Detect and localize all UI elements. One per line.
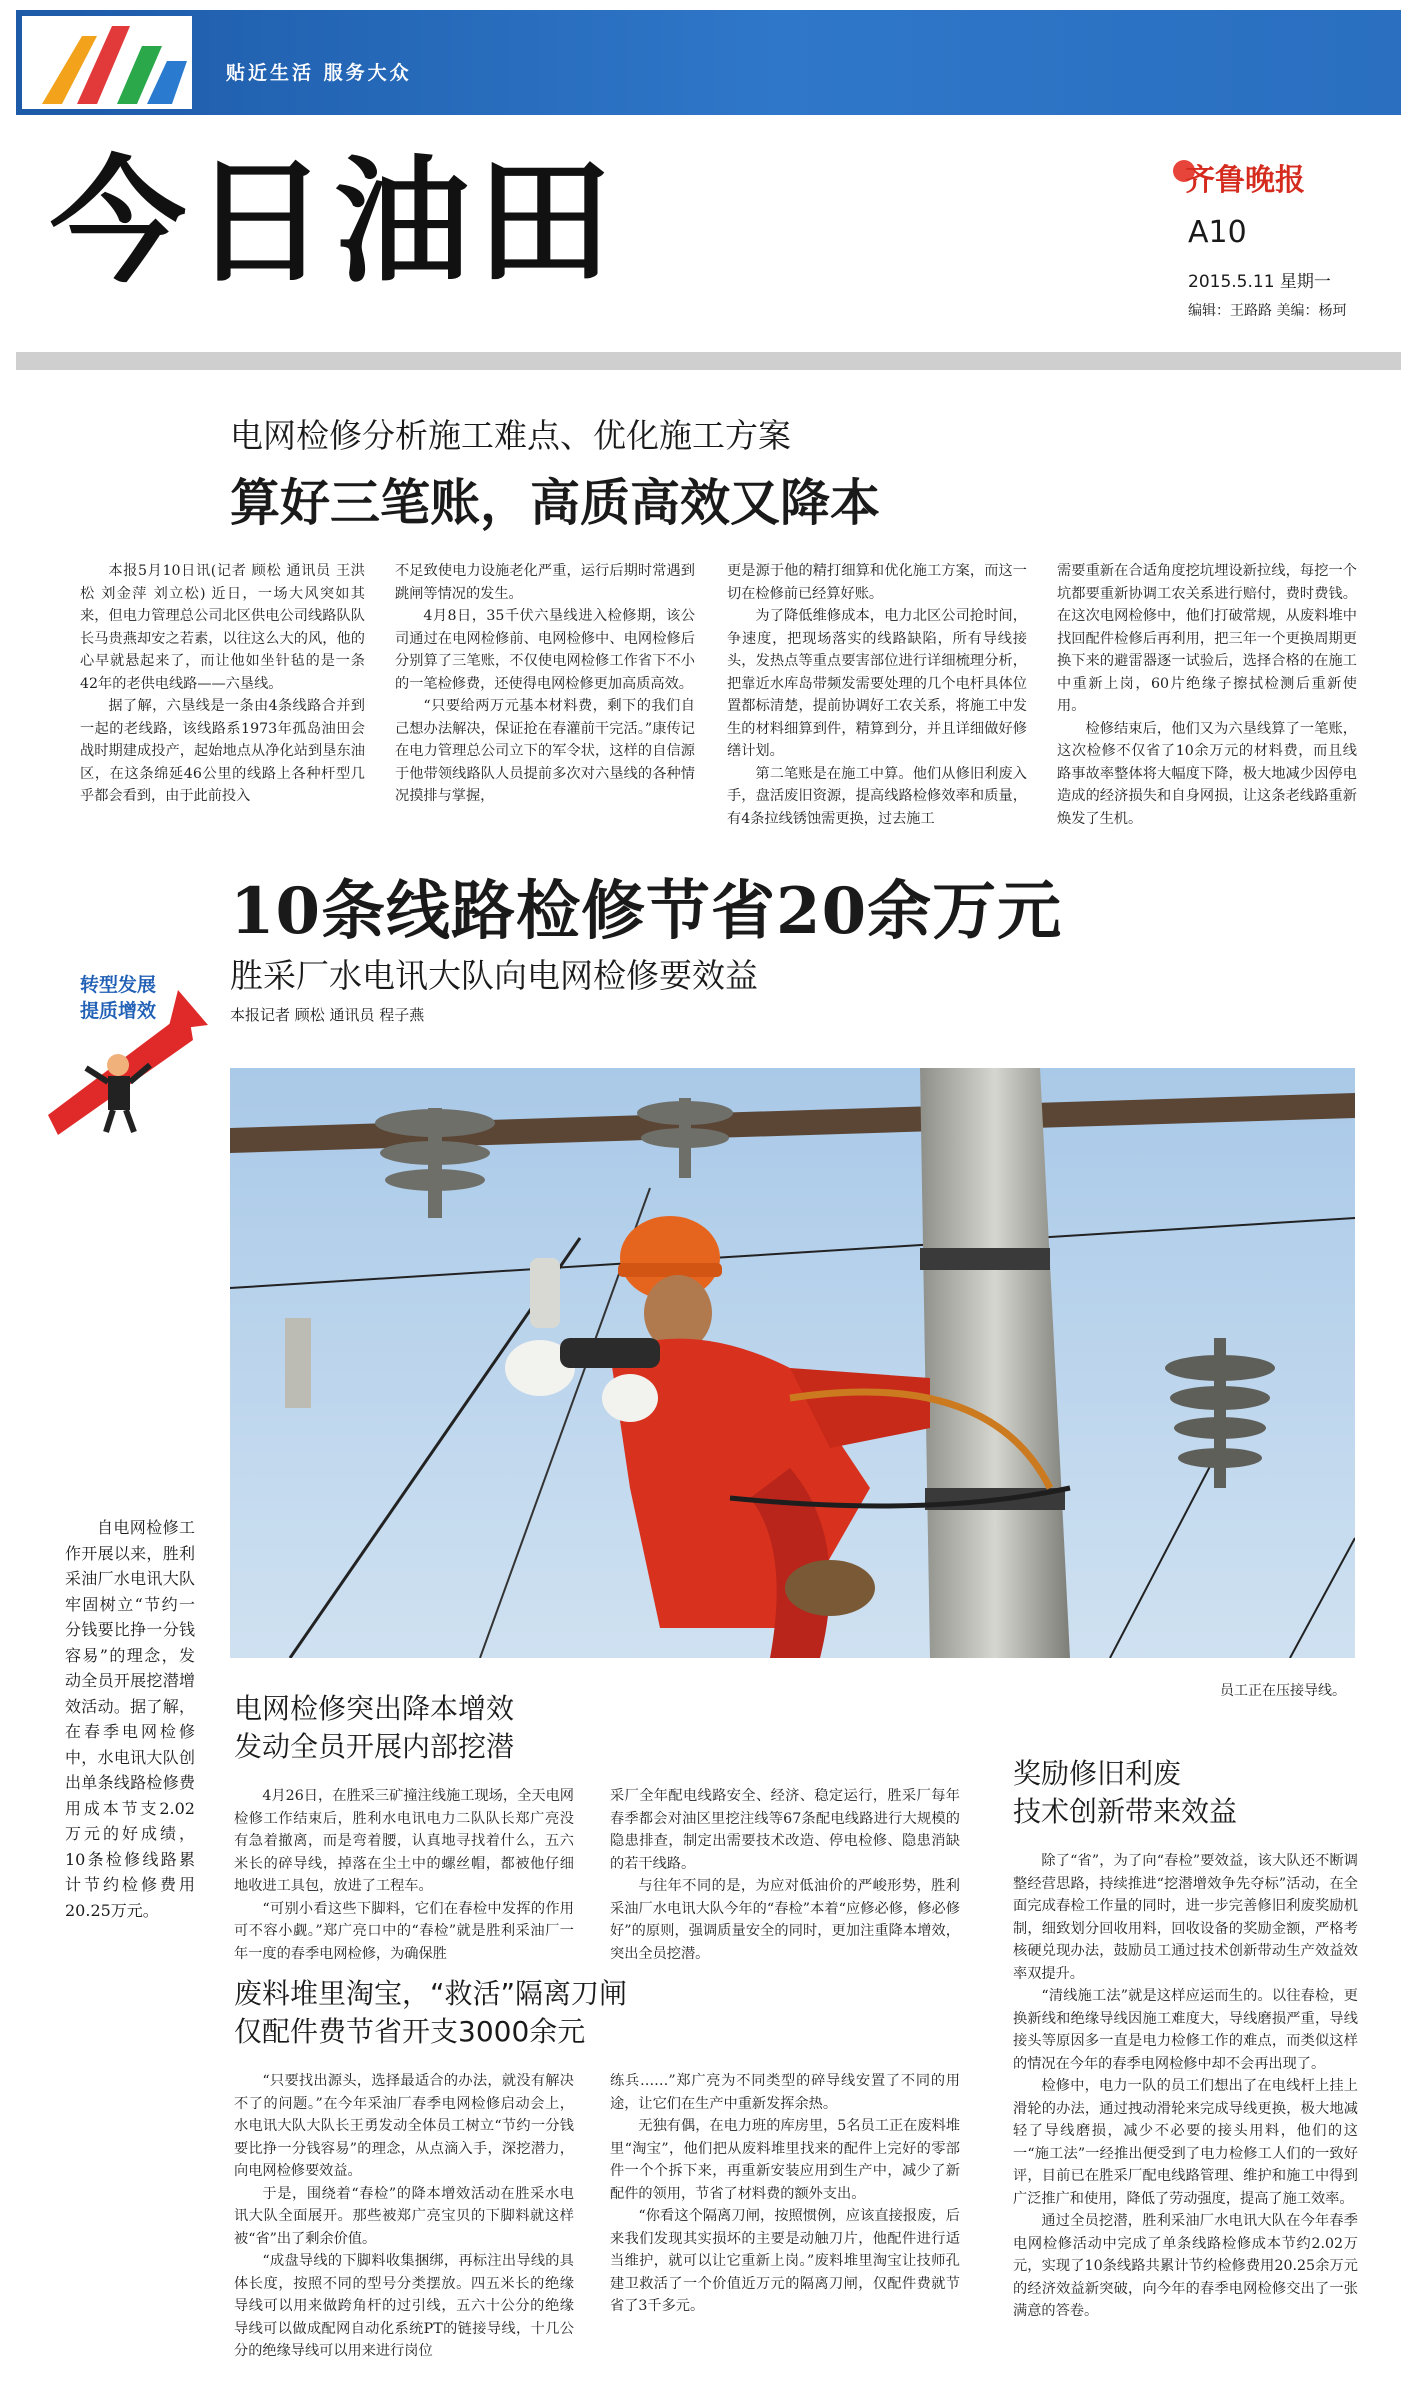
paragraph: “可别小看这些下脚料，它们在春检中发挥的作用可不容小觑。”郑广亮口中的“春检”就是胜利采油厂一年一度的春季电网检修，为确保胜 <box>234 1900 574 1962</box>
paragraph: 4月8日，35千伏六垦线进入检修期，该公司通过在电网检修前、电网检修中、电网检修后分别算了三笔账，不仅使电网检修工作省下不小的一笔检修费，还使得电网检修更加高质高效。 <box>395 608 695 692</box>
paragraph: 据了解，六垦线是一条由4条线路合并到一起的老线路，该线路系1973年孤岛油田会战时期建成投产，起始地点从净化站到垦东油区，在这条绵延46公里的线路上各种杆型几乎都会看到，由于此前投入 <box>80 698 365 804</box>
paragraph: “只要给两万元基本材料费，剩下的我们自己想办法解决，保证抢在春灌前干完活。”康传记在电力管理总公司立下的军令状，这样的自信源于他带领线路队人员提前多次对六垦线的各种情况摸排与掌握， <box>395 698 695 804</box>
badge-line: 提质增效 <box>80 1000 157 1022</box>
paragraph: “你看这个隔离刀闸，按照惯例，应该直接报废，后来我们发现其实损坏的主要是动触刀片，他配件进行适当维护，就可以让它重新上岗。”废料堆里淘宝让技师孔建卫救活了一个价值近万元的隔离刀闸，仅配件费就节省了3千多元。 <box>610 2208 960 2314</box>
article1-column <box>80 560 365 808</box>
section3-heading <box>1013 1755 1237 1831</box>
paragraph: 检修结束后，他们又为六垦线算了一笔账，这次检修不仅省了10余万元的材料费，而且线路事故率整体将大幅度下降，极大地减少因停电造成的经济损失和自身网损，让这条老线路重新焕发了生机。 <box>1057 720 1357 827</box>
sidebar-summary: 自电网检修工作开展以来，胜利采油厂水电讯大队牢固树立“节约一分钱要比挣一分钱容易”的理念，发动全员开展挖潜增效活动。据了解，在春季电网检修中，水电讯大队创出单条线路检修费用成本节支2.02万元的好成绩，10条检修线路累计节约检修费用20.25万元。 <box>65 1518 195 1920</box>
article2-subtitle: 胜采厂水电讯大队向电网检修要效益 <box>230 956 758 995</box>
paper-name: 齐鲁晚报 <box>1185 163 1305 198</box>
article2-byline: 本报记者 顾松 通讯员 程子燕 <box>230 1006 425 1024</box>
paragraph: 需要重新在合适角度挖坑埋设新拉线，每挖一个坑都要重新协调工农关系进行赔付，费时费钱。在这次电网检修中，他们打破常规，从废料堆中找回配件检修后再利用，把三年一个更换周期更换下来的避雷器逐一试验后，选择合格的在施工中重新上岗，60片绝缘子擦拭检测后重新使用。 <box>1057 563 1357 714</box>
article1-column <box>1057 560 1357 830</box>
photo-caption: 员工正在压接导线。 <box>1220 1683 1346 1699</box>
banner-slogan: 贴近生活 服务大众 <box>226 62 412 84</box>
page-number: A10 <box>1188 215 1247 250</box>
issue-date: 2015.5.11 星期一 <box>1188 272 1331 292</box>
section1-heading <box>234 1690 514 1766</box>
paragraph: 无独有偶，在电力班的库房里，5名员工正在废料堆里“淘宝”，他们把从废料堆里找来的配件上完好的零部件一个个拆下来，再重新安装应用到生产中，减少了新配件的领用，节省了材料费的额外支出。 <box>610 2118 960 2202</box>
paragraph: 练兵……”郑广亮为不同类型的碎导线安置了不同的用途，让它们在生产中重新发挥余热。 <box>610 2073 960 2112</box>
header-rule <box>16 352 1401 370</box>
article1-column <box>727 560 1027 830</box>
heading-line: 仅配件费节省开支3000余元 <box>234 2015 586 2048</box>
paragraph: 于是，围绕着“春检”的降本增效活动在胜采水电讯大队全面展开。那些被郑广亮宝贝的下脚料就这样被“省”出了剩余价值。 <box>234 2185 574 2247</box>
article2-headline: 10条线路检修节省20余万元 <box>230 874 1063 949</box>
article1-column <box>395 560 695 808</box>
heading-line: 发动全员开展内部挖潜 <box>234 1730 515 1763</box>
section-masthead-title: 今日油田 <box>50 144 618 302</box>
paragraph: 更是源于他的精打细算和优化施工方案，而这一切在检修前已经算好账。 <box>727 563 1027 602</box>
heading-line: 电网检修突出降本增效 <box>234 1692 515 1725</box>
heading-line: 废料堆里淘宝，“救活”隔离刀闸 <box>234 1977 628 2010</box>
paragraph: “成盘导线的下脚料收集捆绑，再标注出导线的具体长度，按照不同的型号分类摆放。四五米长的绝缘导线可以用来做跨角杆的过引线，五六十公分的绝缘导线可以做成配网自动化系统PT的链接导线，十几公分的绝缘导线可以用来进行岗位 <box>234 2253 574 2359</box>
badge-line: 转型发展 <box>80 974 157 996</box>
paragraph: “清线施工法”就是这样应运而生的。以往春检，更换新线和绝缘导线因施工难度大，导线磨损严重，导线接头等原因多一直是电力检修工作的难点，而类似这样的情况在今年的春季电网检修中却不会再出现了。 <box>1013 1988 1358 2072</box>
paragraph: 不足致使电力设施老化严重，运行后期时常遇到跳闸等情况的发生。 <box>395 563 695 602</box>
paragraph: “只要找出源头，选择最适合的办法，就没有解决不了的问题。”在今年采油厂春季电网检修启动会上，水电讯大队大队长王勇发动全体员工树立“节约一分钱要比挣一分钱容易”的理念，从点滴入手，深挖潜力，向电网检修要效益。 <box>234 2073 574 2179</box>
editor-credits: 编辑：王路路 美编：杨珂 <box>1188 303 1347 319</box>
paragraph: 与往年不同的是，为应对低油价的严峻形势，胜利采油厂水电讯大队今年的“春检”本着“应修必修，修必修好”的原则，强调质量安全的同时，更加注重降本增效，突出全员挖潜。 <box>610 1878 960 1962</box>
paragraph: 除了“省”，为了向“春检”要效益，该大队还不断调整经营思路，持续推进“挖潜增效争先夺标”活动，在全面完成春检工作量的同时，进一步完善修旧利废奖励机制，细致划分回收用料，回收设备的奖励金额，严格考核硬兑现办法，鼓励员工通过技术创新带动生产效益效率双提升。 <box>1013 1853 1358 1982</box>
section2-column <box>610 2070 960 2318</box>
section3-column <box>1013 1850 1358 2323</box>
heading-line: 技术创新带来效益 <box>1013 1795 1238 1828</box>
paragraph: 通过全员挖潜，胜利采油厂水电讯大队在今年春季电网检修活动中完成了单条线路检修成本节约2.02万元，实现了10条线路共累计节约检修费用20.25余万元的经济效益新突破，向今年的春季电网检修交出了一张满意的答卷。 <box>1013 2213 1358 2319</box>
section2-column <box>234 2070 574 2363</box>
article1-kicker: 电网检修分析施工难点、优化施工方案 <box>230 416 791 455</box>
paragraph: 为了降低维修成本，电力北区公司抢时间，争速度，把现场落实的线路缺陷，所有导线接头，发热点等重点要害部位进行详细梳理分析，把靠近水库岛带频发需要处理的几个电杆具体位置都标清楚，提前协调好工农关系，将施工中发生的材料细算到件，精算到分，并且详细做好修缮计划。 <box>727 608 1027 759</box>
section1-column <box>610 1785 960 1965</box>
promo-badge-text <box>80 972 156 1024</box>
banner-logo-graphic <box>22 16 192 109</box>
paragraph: 4月26日，在胜采三矿撞注线施工现场，全天电网检修工作结束后，胜利水电讯电力二队队长郑广亮没有急着撤离，而是弯着腰，认真地寻找着什么，五六米长的碎导线，掉落在尘土中的螺丝帽，都被他仔细地收进工具包，放进了工程车。 <box>234 1788 574 1894</box>
section2-heading <box>234 1975 627 2051</box>
worker-photo <box>230 1068 1355 1658</box>
paragraph: 检修中，电力一队的员工们想出了在电线杆上挂上滑轮的办法，通过拽动滑轮来完成导线更换，极大地减轻了导线磨损，减少不必要的接头用料，他们的这一“施工法”一经推出便受到了电力检修工人们的一致好评，目前已在胜采厂配电线路管理、维护和施工中得到广泛推广和使用，降低了劳动强度，提高了施工效率。 <box>1013 2078 1358 2207</box>
heading-line: 奖励修旧利废 <box>1013 1757 1182 1790</box>
top-banner <box>16 10 1401 115</box>
paragraph: 采厂全年配电线路安全、经济、稳定运行，胜采厂每年春季都会对油区里挖注线等67条配电线路进行大规模的隐患排查，制定出需要技术改造、停电检修、隐患消缺的若干线路。 <box>610 1788 960 1872</box>
section1-column <box>234 1785 574 1965</box>
paragraph: 第二笔账是在施工中算。他们从修旧利废入手，盘活废旧资源，提高线路检修效率和质量，有4条拉线锈蚀需更换，过去施工 <box>727 765 1027 827</box>
article1-headline: 算好三笔账，高质高效又降本 <box>230 474 880 532</box>
photo-illustration <box>230 1068 1355 1658</box>
paragraph: 本报5月10日讯(记者 顾松 通讯员 王洪松 刘金萍 刘立松) 近日，一场大风突如其来，但电力管理总公司北区供电公司线路队队长马贵燕却安之若素，以往这么大的风，他的心早就悬起来了，而让他如坐针毡的是一条42年的老供电线路——六垦线。 <box>80 563 365 692</box>
